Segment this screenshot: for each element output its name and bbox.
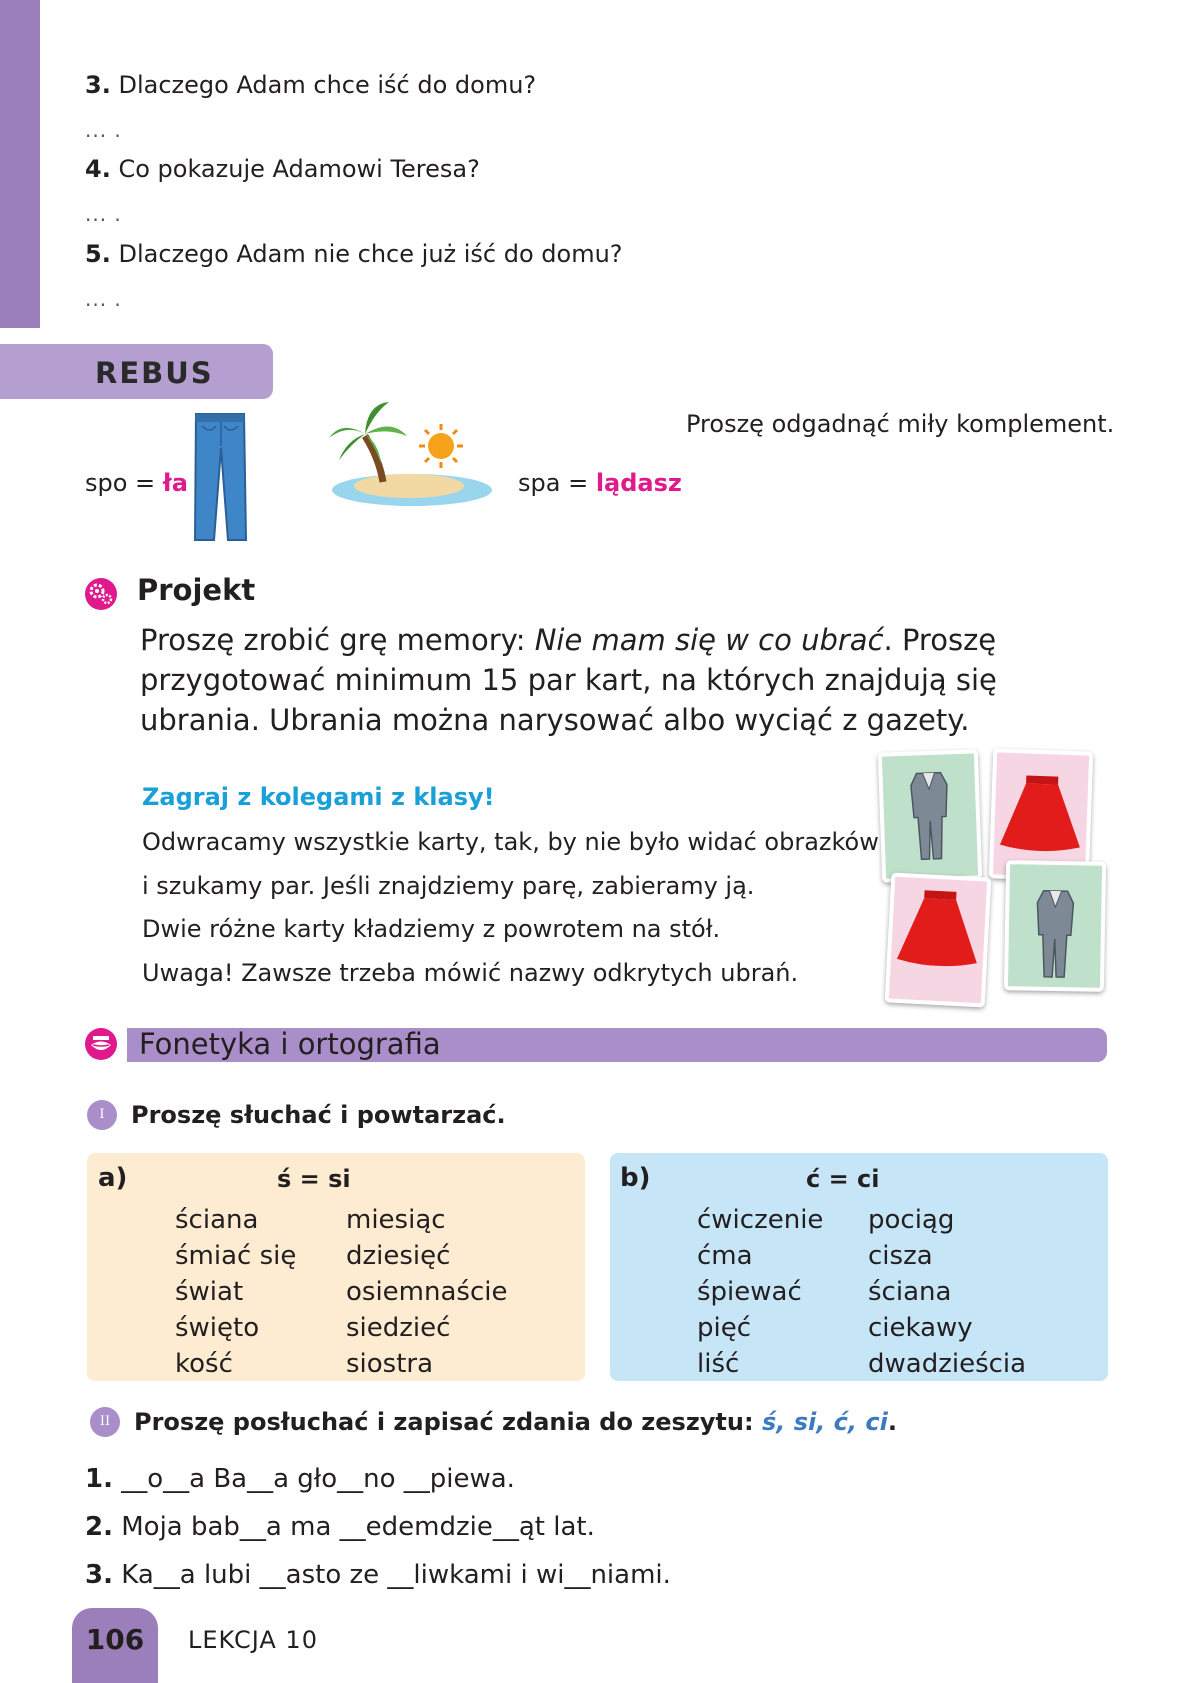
word: kość bbox=[175, 1349, 233, 1379]
word: świat bbox=[175, 1277, 244, 1307]
page-edge-bar bbox=[0, 0, 40, 328]
rebus-label: REBUS bbox=[95, 356, 214, 390]
answer-placeholder-3: ... . bbox=[85, 118, 122, 142]
answer-placeholder-5: ... . bbox=[85, 287, 122, 311]
exercise-1-instruction: Proszę słuchać i powtarzać. bbox=[131, 1101, 506, 1129]
word: siostra bbox=[346, 1349, 434, 1379]
game-line: Uwaga! Zawsze trzeba mówić nazwy odkrytych ubrań. bbox=[142, 959, 799, 987]
word: święto bbox=[175, 1313, 260, 1343]
lesson-label: LEKCJA 10 bbox=[188, 1626, 318, 1654]
jeans-icon bbox=[192, 412, 248, 544]
word: śpiewać bbox=[697, 1277, 802, 1307]
memory-card-skirt bbox=[885, 872, 992, 1007]
projekt-title: Projekt bbox=[137, 573, 256, 607]
word: liść bbox=[697, 1349, 740, 1379]
exercise-number-badge: II bbox=[90, 1407, 120, 1437]
word: ćwiczenie bbox=[697, 1205, 824, 1235]
lips-icon bbox=[85, 1028, 117, 1060]
sentence-3: 3. Ka__a lubi __asto ze __liwkami i wi__niami. bbox=[85, 1560, 671, 1590]
game-line: i szukamy par. Jeśli znajdziemy parę, zabieramy ją. bbox=[142, 872, 755, 900]
box-b-letter: b) bbox=[620, 1163, 651, 1193]
island-palm-icon bbox=[327, 398, 497, 510]
word: miesiąc bbox=[346, 1205, 446, 1235]
word: dziesięć bbox=[346, 1241, 451, 1271]
box-a-letter: a) bbox=[98, 1163, 128, 1193]
game-line: Odwracamy wszystkie karty, tak, by nie było widać obrazków bbox=[142, 828, 879, 856]
word: dwadzieścia bbox=[868, 1349, 1027, 1379]
sentence-2: 2. Moja bab__a ma __edemdzie__ąt lat. bbox=[85, 1512, 595, 1542]
word: ściana bbox=[868, 1277, 952, 1307]
exercise-number-badge: I bbox=[87, 1100, 117, 1130]
suit-icon bbox=[882, 753, 978, 878]
box-b-header: ć = ci bbox=[806, 1165, 880, 1193]
memory-card-suit bbox=[878, 749, 982, 882]
suit-icon bbox=[1008, 864, 1102, 988]
rebus-left: spo = ła bbox=[85, 469, 188, 497]
red-skirt-icon bbox=[889, 877, 987, 1004]
page-number: 106 bbox=[85, 1623, 145, 1656]
box-a-col2 bbox=[346, 1202, 507, 1382]
projekt-body: Proszę zrobić grę memory: Nie mam się w co ubrać. Proszę przygotować minimum 15 par kart, na których znajdują się ubrania. Ubrania można narysować albo wyciąć z gazety. bbox=[140, 623, 997, 737]
word: śmiać się bbox=[175, 1241, 297, 1271]
word: siedzieć bbox=[346, 1313, 451, 1343]
box-b-col2 bbox=[868, 1202, 1026, 1382]
word: pięć bbox=[697, 1313, 752, 1343]
word: pociąg bbox=[868, 1205, 955, 1235]
game-title: Zagraj z kolegami z klasy! bbox=[142, 783, 495, 811]
rebus-right: spa = lądasz bbox=[518, 469, 682, 497]
word: ciekawy bbox=[868, 1313, 973, 1343]
red-skirt-icon bbox=[993, 752, 1089, 877]
word: ćma bbox=[697, 1241, 753, 1271]
question-4: 4. Co pokazuje Adamowi Teresa? bbox=[85, 155, 480, 183]
gears-icon bbox=[85, 578, 117, 610]
word: cisza bbox=[868, 1241, 933, 1271]
rebus-instruction: Proszę odgadnąć miły komplement. bbox=[686, 410, 1115, 438]
word: ściana bbox=[175, 1205, 259, 1235]
box-b-col1 bbox=[697, 1202, 823, 1382]
question-5: 5. Dlaczego Adam nie chce już iść do domu? bbox=[85, 240, 623, 268]
exercise-2-instruction: Proszę posłuchać i zapisać zdania do zeszytu: ś, si, ć, ci. bbox=[134, 1408, 897, 1436]
fonetyka-title: Fonetyka i ortografia bbox=[139, 1027, 441, 1061]
answer-placeholder-4: ... . bbox=[85, 202, 122, 226]
memory-card-suit bbox=[1004, 860, 1106, 992]
sentence-1: 1. __o__a Ba__a gło__no __piewa. bbox=[85, 1464, 515, 1494]
box-a-header: ś = si bbox=[277, 1165, 351, 1193]
word: osiemnaście bbox=[346, 1277, 508, 1307]
question-3: 3. Dlaczego Adam chce iść do domu? bbox=[85, 71, 537, 99]
game-line: Dwie różne karty kładziemy z powrotem na stół. bbox=[142, 915, 721, 943]
box-a-col1 bbox=[175, 1202, 296, 1382]
